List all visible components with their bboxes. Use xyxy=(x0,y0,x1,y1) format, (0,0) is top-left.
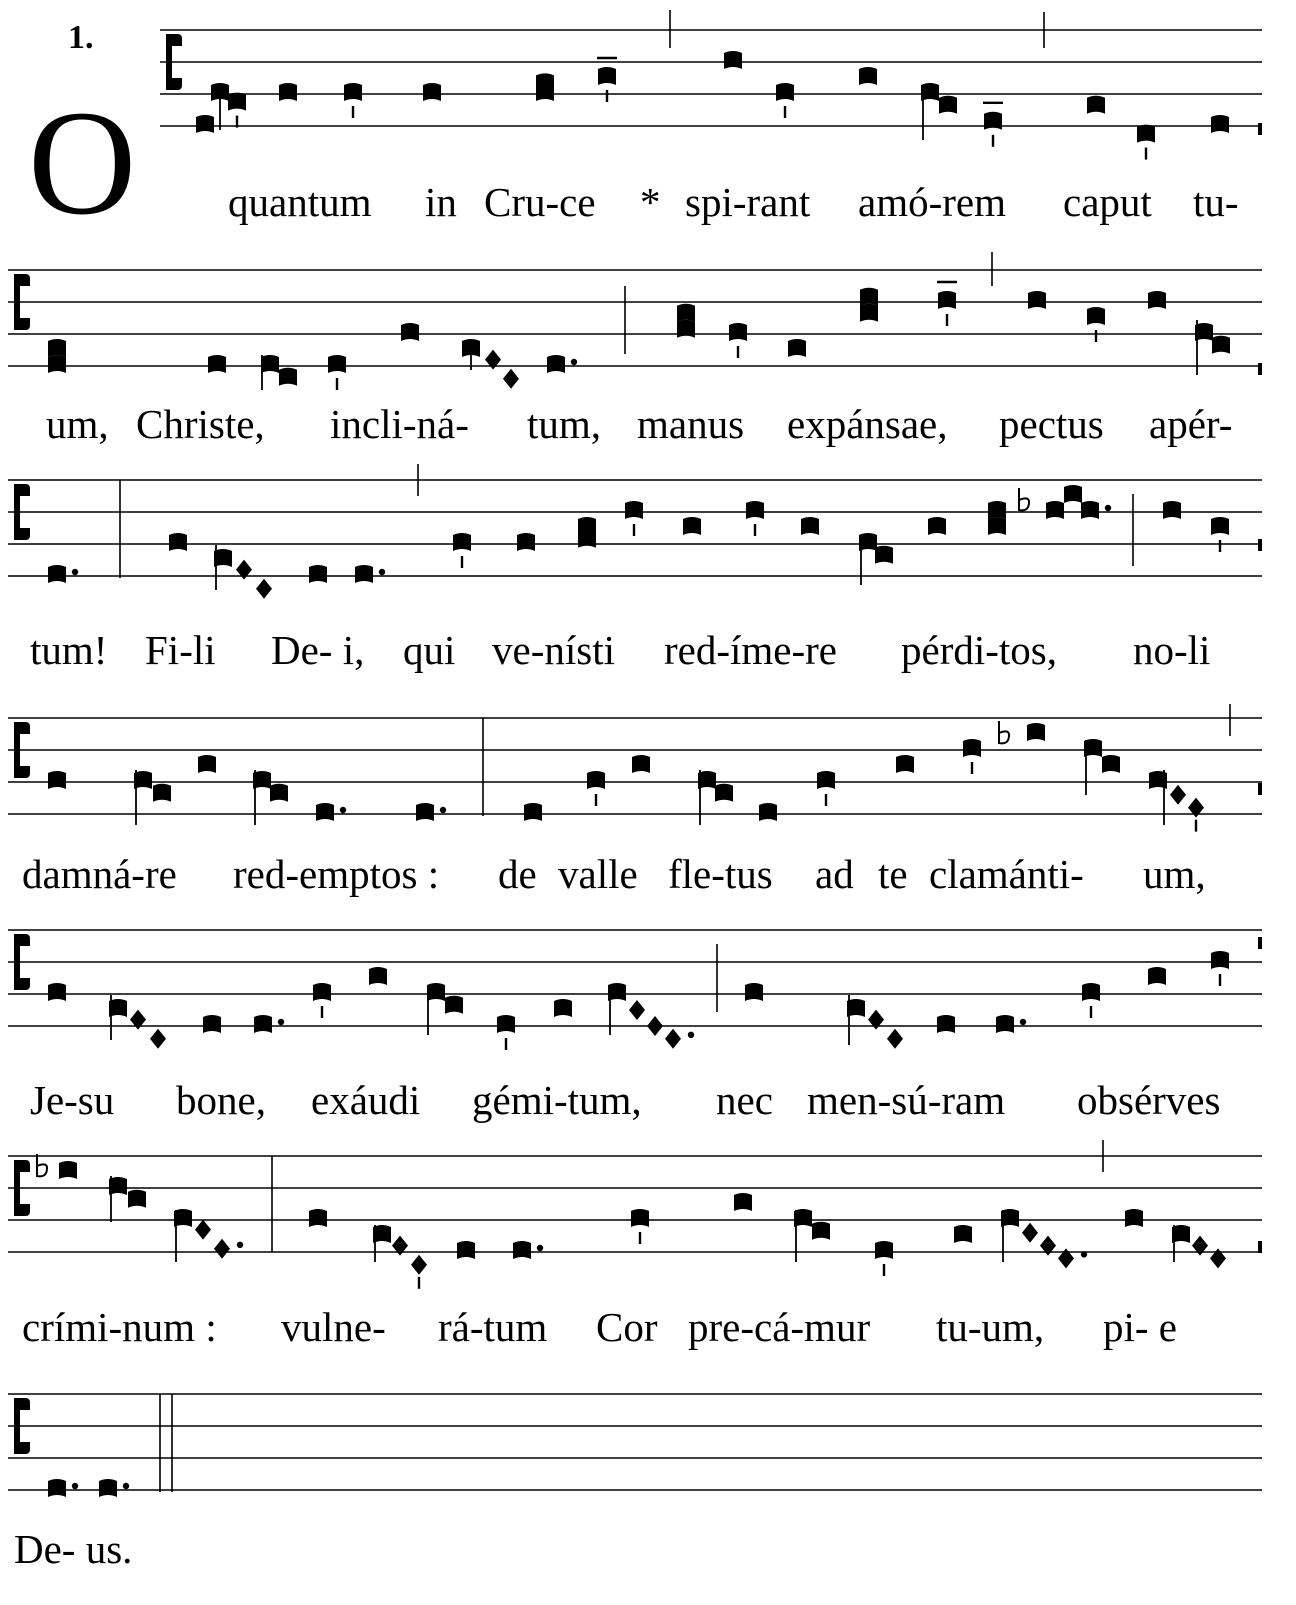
mora-dot-icon xyxy=(278,1019,284,1025)
lyric-syllable: ve-nísti xyxy=(492,627,615,673)
punctum-icon xyxy=(928,517,946,535)
punctum-icon xyxy=(423,83,441,101)
punctum-icon xyxy=(1081,501,1099,519)
verse-number: 1. xyxy=(68,19,94,56)
punctum-icon xyxy=(939,96,957,114)
punctum-icon xyxy=(261,355,279,373)
punctum-icon xyxy=(497,1015,515,1033)
divisio-bars xyxy=(120,10,1233,1492)
lyric-syllable: exáudi xyxy=(311,1077,421,1123)
lyric-syllable: Christe, xyxy=(136,401,265,447)
punctum-icon xyxy=(1211,517,1229,535)
rhombus-icon xyxy=(150,1029,166,1049)
punctum-icon xyxy=(1046,501,1064,519)
lyric-syllable: gémi-tum, xyxy=(472,1077,642,1123)
punctum-icon xyxy=(984,112,1002,130)
punctum-icon xyxy=(401,323,419,341)
punctum-icon xyxy=(745,983,763,1001)
punctum-icon xyxy=(48,565,66,583)
lyric-syllable: De- us. xyxy=(14,1526,133,1572)
punctum-icon xyxy=(1163,501,1181,519)
lyric-syllable: tum, xyxy=(527,401,602,447)
lyric-syllable: tum! xyxy=(30,627,108,673)
punctum-icon xyxy=(427,983,445,1001)
lyric-syllable: amó-rem xyxy=(858,179,1006,225)
lyric-syllable: men-sú-ram xyxy=(807,1077,1006,1123)
lyric-syllable: spi-rant xyxy=(685,179,811,225)
lyric-syllable: crími-num : xyxy=(22,1304,217,1350)
punctum-icon xyxy=(677,304,695,322)
punctum-icon xyxy=(937,1015,955,1033)
custos-icon xyxy=(1258,123,1262,135)
lyric-syllable: quantum xyxy=(228,179,372,225)
punctum-icon xyxy=(198,755,216,773)
punctum-icon xyxy=(59,1161,77,1179)
lyric-syllable: De- i, xyxy=(271,627,365,673)
punctum-icon xyxy=(996,1015,1014,1033)
punctum-icon xyxy=(734,1193,752,1211)
punctum-icon xyxy=(963,739,981,757)
punctum-icon xyxy=(48,771,66,789)
punctum-icon xyxy=(724,51,742,69)
lyric-syllable: manus xyxy=(637,401,745,447)
punctum-icon xyxy=(1082,983,1100,1001)
lyric-syllable: obsérves xyxy=(1077,1077,1221,1123)
lyric-syllable: Cor xyxy=(596,1304,658,1350)
rhombus-icon xyxy=(887,1029,903,1049)
custos-icon xyxy=(1258,363,1262,375)
mora-dot-icon xyxy=(237,1242,243,1248)
rhombus-icon xyxy=(503,369,519,389)
lyric-syllable: bone, xyxy=(176,1077,266,1123)
rhombus-icon xyxy=(411,1255,427,1275)
lyric-syllable: pre-cá-mur xyxy=(688,1304,871,1350)
lyric-syllable: um, xyxy=(46,401,109,447)
rhombus-icon xyxy=(1022,1223,1038,1243)
punctum-icon xyxy=(938,291,956,309)
lyric-syllable: red-emptos : xyxy=(233,851,440,897)
punctum-icon xyxy=(228,93,246,111)
punctum-icon xyxy=(328,355,346,373)
lyric-syllable: pérdi-tos, xyxy=(901,627,1057,673)
neumes xyxy=(37,51,1233,1497)
punctum-icon xyxy=(598,67,616,85)
lyric-syllable: de xyxy=(498,851,537,897)
punctum-icon xyxy=(513,1241,531,1259)
punctum-icon xyxy=(279,368,297,386)
punctum-icon xyxy=(587,771,605,789)
lyric-syllable: * xyxy=(640,179,661,225)
punctum-icon xyxy=(954,1225,972,1243)
punctum-icon xyxy=(254,1015,272,1033)
punctum-icon xyxy=(1211,951,1229,969)
punctum-icon xyxy=(1137,125,1155,143)
lyric-syllable: Je-su xyxy=(30,1077,115,1123)
punctum-icon xyxy=(524,803,542,821)
punctum-icon xyxy=(1028,291,1046,309)
rhombus-icon xyxy=(195,1220,211,1240)
punctum-icon xyxy=(625,501,643,519)
lyric-syllable: clamánti- xyxy=(929,851,1084,897)
mora-dot-icon xyxy=(1105,505,1111,511)
punctum-icon xyxy=(153,784,171,802)
punctum-icon xyxy=(1102,755,1120,773)
lyric-syllable: te xyxy=(878,851,908,897)
mora-dot-icon xyxy=(1081,1251,1087,1257)
punctum-icon xyxy=(344,83,362,101)
punctum-icon xyxy=(309,565,327,583)
custos-icon xyxy=(1258,783,1262,795)
custos-icon xyxy=(1258,937,1262,949)
punctum-icon xyxy=(776,83,794,101)
mora-dot-icon xyxy=(72,569,78,575)
mora-dot-icon xyxy=(72,1483,78,1489)
punctum-icon xyxy=(445,996,463,1014)
mora-dot-icon xyxy=(440,807,446,813)
flat-icon xyxy=(37,1154,47,1176)
punctum-icon xyxy=(896,755,914,773)
rhombus-icon xyxy=(256,579,272,599)
punctum-icon xyxy=(309,1209,327,1227)
punctum-icon xyxy=(453,533,471,551)
lyric-syllable: rá-tum xyxy=(438,1304,548,1350)
punctum-icon xyxy=(632,755,650,773)
lyric-syllable: pectus xyxy=(999,401,1104,447)
punctum-icon xyxy=(1211,115,1229,133)
punctum-icon xyxy=(279,83,297,101)
punctum-icon xyxy=(860,304,878,322)
punctum-icon xyxy=(313,983,331,1001)
mora-dot-icon xyxy=(537,1245,543,1251)
punctum-icon xyxy=(860,288,878,306)
mora-dot-icon xyxy=(688,1032,694,1038)
punctum-icon xyxy=(48,983,66,1001)
punctum-icon xyxy=(48,1479,66,1497)
clefs xyxy=(14,34,182,1454)
lyric-syllable: tu-um, xyxy=(936,1304,1045,1350)
lyric-syllable: in xyxy=(425,179,457,225)
punctum-icon xyxy=(788,339,806,357)
lyric-syllable: valle xyxy=(558,851,638,897)
punctum-icon xyxy=(1087,307,1105,325)
rhombus-icon xyxy=(1170,785,1186,805)
punctum-icon xyxy=(578,530,596,548)
custos-icon xyxy=(1258,539,1262,551)
lyric-syllable: apér- xyxy=(1149,401,1233,447)
punctum-icon xyxy=(128,1190,146,1208)
punctum-icon xyxy=(554,999,572,1017)
lyric-syllable: qui xyxy=(403,627,456,673)
lyric-syllable: vulne- xyxy=(281,1304,386,1350)
punctum-icon xyxy=(715,784,733,802)
lyric-syllable: ad xyxy=(815,851,854,897)
punctum-icon xyxy=(817,771,835,789)
lyric-syllable: tu- xyxy=(1193,179,1239,225)
mora-dot-icon xyxy=(123,1483,129,1489)
lyric-syllable: no-li xyxy=(1133,627,1211,673)
punctum-icon xyxy=(1212,336,1230,354)
lyric-syllable: pi- e xyxy=(1103,1304,1177,1350)
punctum-icon xyxy=(759,803,777,821)
punctum-icon xyxy=(48,339,66,357)
punctum-icon xyxy=(316,803,334,821)
punctum-icon xyxy=(208,355,226,373)
punctum-icon xyxy=(355,565,373,583)
punctum-icon xyxy=(988,517,1006,535)
flat-icon xyxy=(1019,488,1029,510)
punctum-icon xyxy=(812,1222,830,1240)
punctum-icon xyxy=(1148,291,1166,309)
punctum-icon xyxy=(729,323,747,341)
flat-icon xyxy=(999,721,1009,743)
mora-dot-icon xyxy=(1020,1019,1026,1025)
punctum-icon xyxy=(369,967,387,985)
rhombus-icon xyxy=(665,1029,681,1049)
punctum-icon xyxy=(536,83,554,101)
punctum-icon xyxy=(517,533,535,551)
punctum-icon xyxy=(203,1015,221,1033)
punctum-icon xyxy=(1064,485,1082,503)
punctum-icon xyxy=(1027,723,1045,741)
lyric-syllable: incli-ná- xyxy=(330,401,469,447)
lyric-syllable: um, xyxy=(1143,851,1206,897)
punctum-icon xyxy=(1125,1209,1143,1227)
punctum-icon xyxy=(746,501,764,519)
lyric-syllable: caput xyxy=(1063,179,1152,225)
punctum-icon xyxy=(859,67,877,85)
lyric-syllable: Cru-ce xyxy=(484,179,596,225)
lyric-syllable: damná-re xyxy=(22,851,177,897)
mora-dot-icon xyxy=(340,807,346,813)
punctum-icon xyxy=(169,533,187,551)
punctum-icon xyxy=(1148,967,1166,985)
initial-letter: O xyxy=(28,80,137,246)
rhombus-icon xyxy=(214,1239,230,1259)
punctum-icon xyxy=(48,355,66,373)
punctum-icon xyxy=(1087,96,1105,114)
punctum-icon xyxy=(631,1209,649,1227)
punctum-icon xyxy=(875,1241,893,1259)
custodes xyxy=(1258,123,1262,1253)
punctum-icon xyxy=(683,517,701,535)
punctum-icon xyxy=(677,320,695,338)
punctum-icon xyxy=(99,1479,117,1497)
lyric-syllable: fle-tus xyxy=(668,851,773,897)
lyric-syllable: red-íme-re xyxy=(664,627,837,673)
rhombus-icon xyxy=(647,1016,663,1036)
mora-dot-icon xyxy=(571,359,577,365)
custos-icon xyxy=(1258,1241,1262,1253)
punctum-icon xyxy=(547,355,565,373)
mora-dot-icon xyxy=(379,569,385,575)
punctum-icon xyxy=(457,1241,475,1259)
punctum-icon xyxy=(801,517,819,535)
lyric-syllable: nec xyxy=(716,1077,773,1123)
rhombus-icon xyxy=(629,1000,645,1020)
punctum-icon xyxy=(988,501,1006,519)
punctum-icon xyxy=(875,546,893,564)
punctum-icon xyxy=(416,803,434,821)
punctum-icon xyxy=(196,115,214,133)
punctum-icon xyxy=(270,784,288,802)
lyric-syllable: Fi-li xyxy=(145,627,216,673)
lyric-syllable: expánsae, xyxy=(787,401,948,447)
